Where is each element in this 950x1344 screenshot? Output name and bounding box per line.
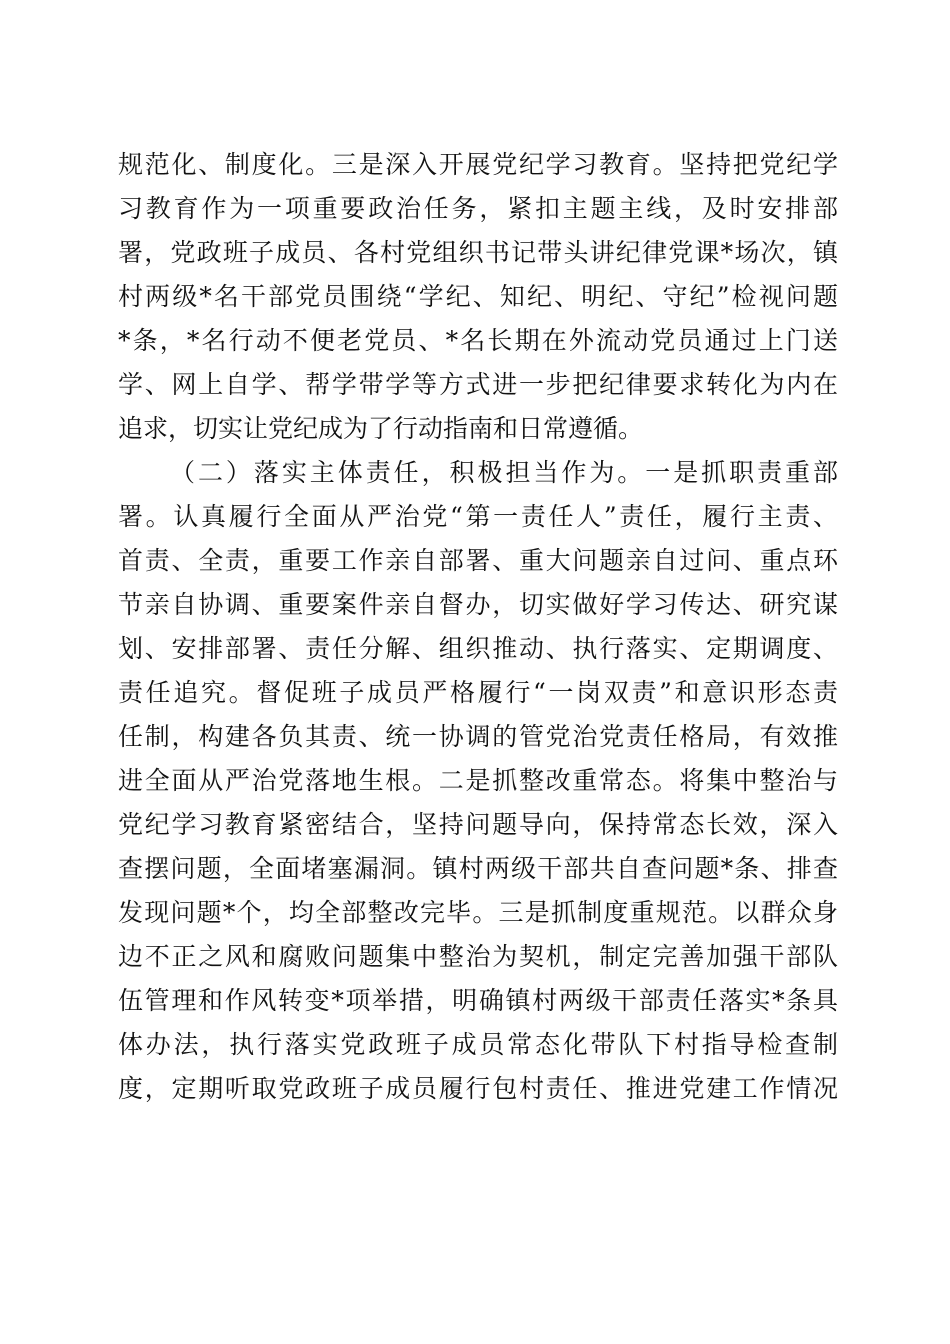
- text-line: 党纪学习教育紧密结合，坚持问题导向，保持常态长效，深入: [118, 810, 838, 839]
- section-heading-line: （二）落实主体责任，积极担当作为。一是抓职责重部: [170, 458, 838, 487]
- text-line: 伍管理和作风转变*项举措，明确镇村两级干部责任落实*条具: [118, 986, 838, 1015]
- text-line: 追求，切实让党纪成为了行动指南和日常遵循。: [118, 414, 644, 443]
- body-text: [118, 143, 838, 1111]
- text-line: 边不正之风和腐败问题集中整治为契机，制定完善加强干部队: [118, 942, 838, 971]
- text-line: 学、网上自学、帮学带学等方式进一步把纪律要求转化为内在: [118, 370, 838, 399]
- text-line: 度，定期听取党政班子成员履行包村责任、推进党建工作情况: [118, 1074, 838, 1103]
- text-line: 划、安排部署、责任分解、组织推动、执行落实、定期调度、: [118, 634, 838, 663]
- text-line: *条，*名行动不便老党员、*名长期在外流动党员通过上门送: [118, 326, 838, 355]
- text-line: 进全面从严治党落地生根。二是抓整改重常态。将集中整治与: [118, 766, 838, 795]
- text-line: 体办法，执行落实党政班子成员常态化带队下村指导检查制: [118, 1030, 838, 1059]
- text-line: 署。认真履行全面从严治党“第一责任人”责任，履行主责、: [118, 502, 838, 531]
- text-line: 任制，构建各负其责、统一协调的管党治党责任格局，有效推: [118, 722, 838, 751]
- text-line: 村两级*名干部党员围绕“学纪、知纪、明纪、守纪”检视问题: [118, 282, 838, 311]
- text-line: 首责、全责，重要工作亲自部署、重大问题亲自过问、重点环: [118, 546, 838, 575]
- text-line: 责任追究。督促班子成员严格履行“一岗双责”和意识形态责: [118, 678, 838, 707]
- text-line: 查摆问题，全面堵塞漏洞。镇村两级干部共自查问题*条、排查: [118, 854, 838, 883]
- text-line: 规范化、制度化。三是深入开展党纪学习教育。坚持把党纪学: [118, 150, 838, 179]
- text-line: 节亲自协调、重要案件亲自督办，切实做好学习传达、研究谋: [118, 590, 838, 619]
- text-line: 署，党政班子成员、各村党组织书记带头讲纪律党课*场次，镇: [118, 238, 838, 267]
- text-line: 习教育作为一项重要政治任务，紧扣主题主线，及时安排部: [118, 194, 838, 223]
- text-line: 发现问题*个，均全部整改完毕。三是抓制度重规范。以群众身: [118, 898, 838, 927]
